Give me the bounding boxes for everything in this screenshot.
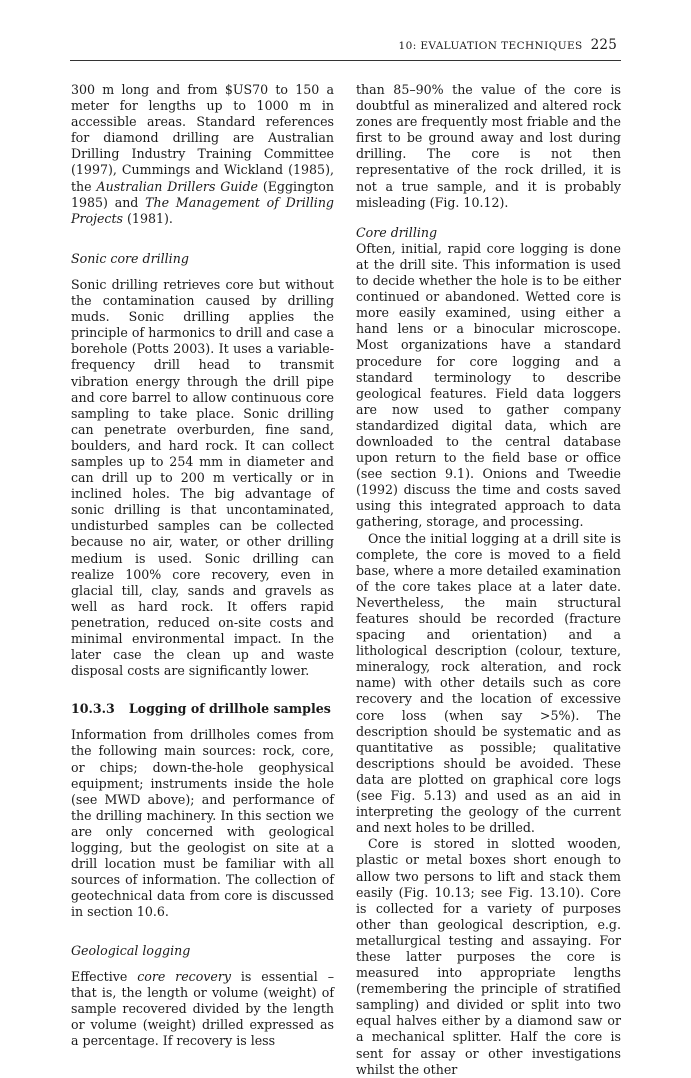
core-drilling-paragraph-1: Often, initial, rapid core logging is done at the drill site. This information is used to decide whether the hole is to be either continued or abandoned. Wetted core is more easily examined, using either a hand lens or a binocular microscope. Most organizations have a standard procedure for core logging and a standard terminology to describe geological features. Field data loggers are now used to gather company standardized digital data, which are downloaded to the central database upon return to the field base or office (see section 9.1). Onions and Tweedie (1992) discuss the time and costs saved using this integrated approach to data gathering, storage, and processing. [356,240,621,530]
section-number: 10.3.3 [71,701,115,717]
heading-geological-logging: Geological logging [71,942,191,958]
ref-management-drilling-projects: The Management of Drilling Projects [71,194,334,226]
header-rule [70,60,621,61]
section-heading-10-3-3 [71,701,334,717]
core-drilling-paragraph-3: Core is stored in slotted wooden, plastic or metal boxes short enough to allow two persons to lift and stack them easily (Fig. 10.13; see Fig. 13.10). Core is collected for a variety of purposes other than geological description, e.g. metallurgical testing and assaying. For these latter purposes the core is measured into appropriate lengths (remembering the principle of stratified sampling) and divided or split into two equal halves either by a diamond saw or a mechanical splitter. Half the core is sent for assay or other investigations whilst the other [356,836,621,1077]
running-header [399,37,617,53]
page-number: 225 [590,37,617,53]
right-column [356,82,621,1078]
intro-paragraph: 300 m long and from $US70 to 150 a meter for lengths up to 1000 m in accessible areas. Standard references for diamond drilling are Australian Drilling Industry Training Committee (1997), Cummings and Wickland (1985), the Australian Drillers Guide (Eggington 1985) and The Management of Drilling Projects (1981). [71,82,334,226]
logging-paragraph: Information from drillholes comes from the following main sources: rock, core, or chips; down-the-hole geophysical equipment; instruments inside the hole (see MWD above); and performance of the drilling machinery. In this section we are only concerned with geological logging, but the geologist on site at a drill location must be familiar with all sources of information. The collection of geotechnical data from core is discussed in section 10.6. [71,727,334,920]
term-core-recovery: core recovery [137,968,231,984]
chapter-title: 10: EVALUATION TECHNIQUES [398,40,583,52]
sonic-paragraph: Sonic drilling retrieves core but without the contamination caused by drilling muds. Sonic drilling applies the principle of harmonics to drill and case a borehole (Potts 2003). It uses a variable-frequency drill head to transmit vibration energy through the drill pipe and core barrel to allow continuous core sampling to take place. Sonic drilling can penetrate overburden, fine sand, boulders, and hard rock. It can collect samples up to 254 mm in diameter and can drill up to 200 m vertically or in inclined holes. The big advantage of sonic drilling is that uncontaminated, undisturbed samples can be collected because no air, water, or other drilling medium is used. Sonic drilling can realize 100% core recovery, even in glacial till, clay, sands and gravels as well as hard rock. It offers rapid penetration, reduced on-site costs and minimal environmental impact. In the later case the clean up and waste disposal costs are significantly lower. [71,276,334,679]
core-drilling-paragraph-2: Once the initial logging at a drill site is complete, the core is moved to a field base, where a more detailed examination of the core takes place at a later date. Nevertheless, the main structural features should be recorded (fracture spacing and orientation) and a lithological description (colour, texture, mineralogy, rock alteration, and rock name) with other details such as core recovery and the location of excessive core loss (when say >5%). The description should be systematic and as quantitative as possible; qualitative descriptions should be avoided. These data are plotted on graphical core logs (see Fig. 5.13) and used as an aid in interpreting the geology of the current and next holes to be drilled. [356,530,621,836]
left-column [71,82,334,1049]
heading-sonic-core-drilling: Sonic core drilling [71,250,189,266]
ref-australian-drillers-guide: Australian Drillers Guide [96,178,258,194]
geological-logging-paragraph: Effective core recovery is essential – that is, the length or volume (weight) of sample recovered divided by the length or volume (weight) drilled expressed as a percentage. If recovery is less [71,968,334,1048]
heading-core-drilling: Core drilling [356,224,438,240]
continued-paragraph: than 85–90% the value of the core is doubtful as mineralized and altered rock zones are frequently most friable and the first to be ground away and lost during drilling. The core is not then representative of the rock drilled, it is not a true sample, and it is probably misleading (Fig. 10.12). [356,82,621,210]
section-title: Logging of drillhole samples [128,701,331,717]
